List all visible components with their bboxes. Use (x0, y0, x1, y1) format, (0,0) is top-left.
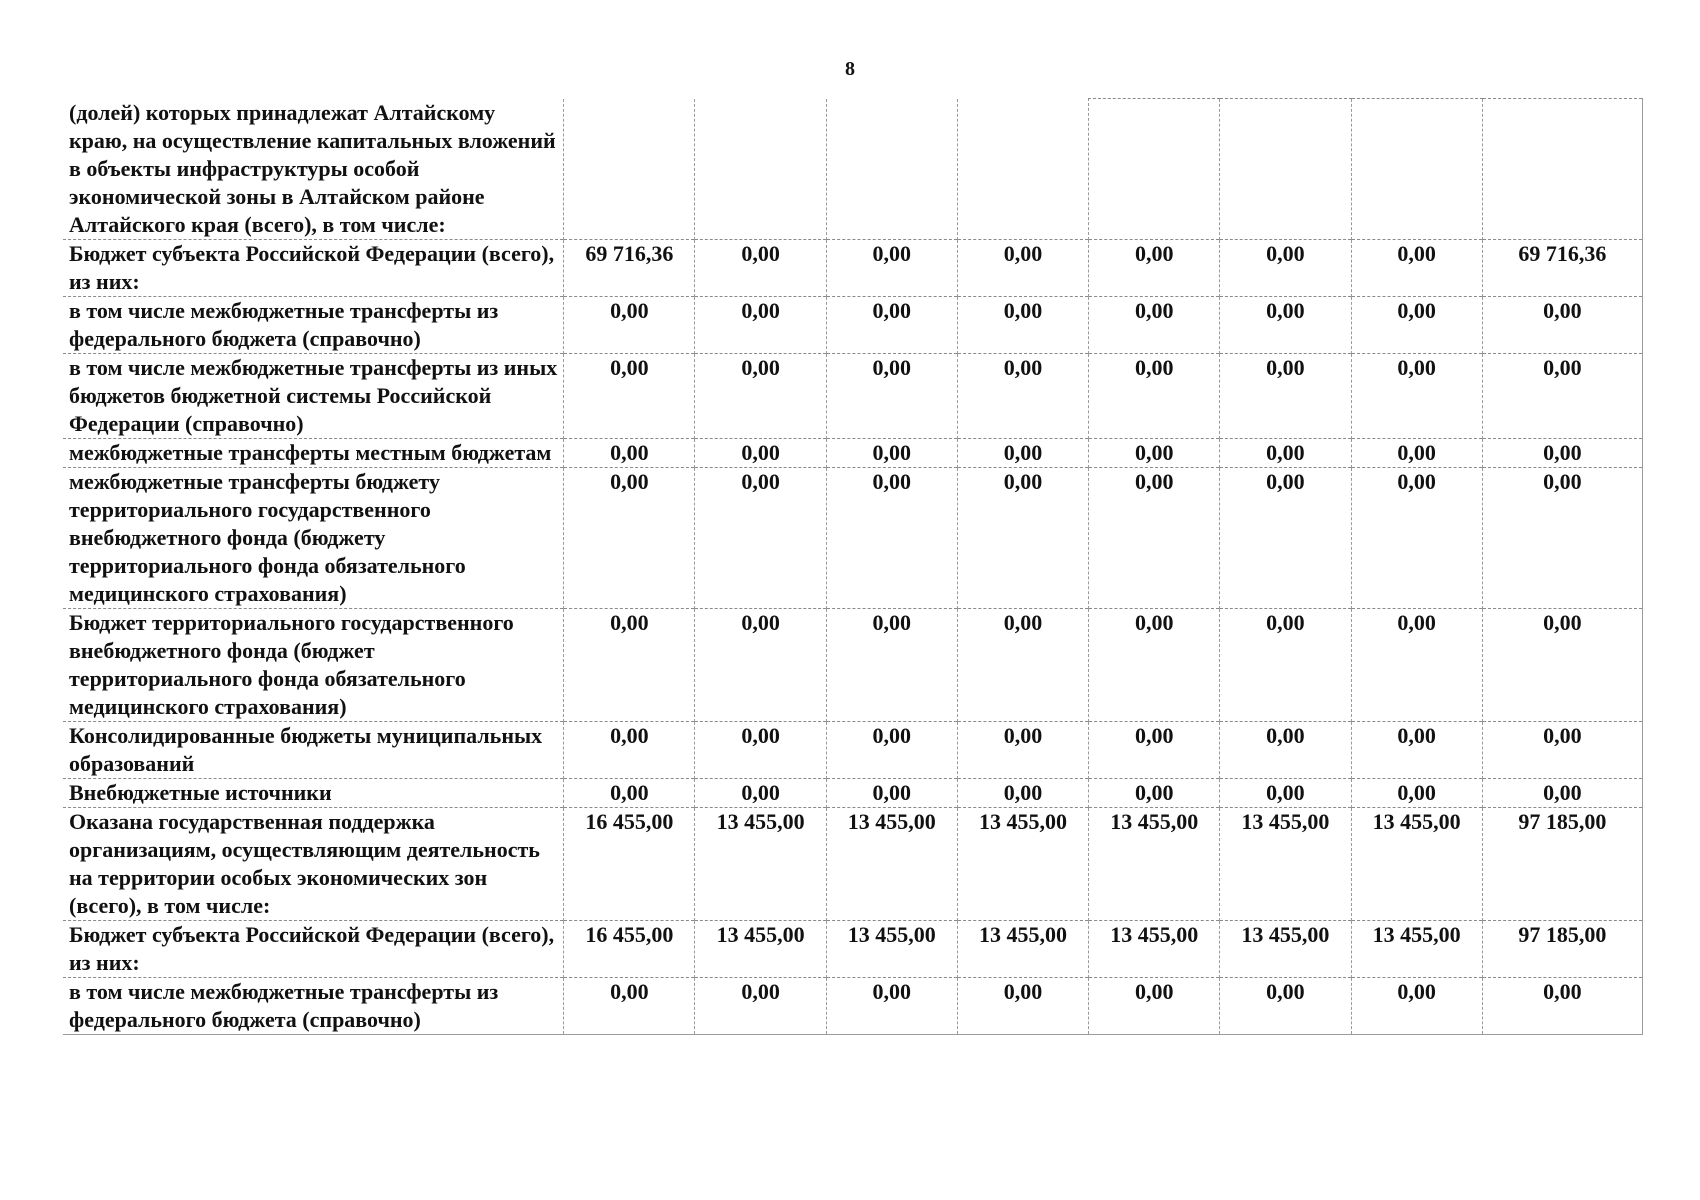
cell-value: 0,00 (826, 977, 957, 1034)
cell-value: 0,00 (957, 721, 1088, 778)
cell-total: 69 716,36 (1482, 239, 1642, 296)
cell-value: 0,00 (826, 296, 957, 353)
cell-total: 0,00 (1482, 353, 1642, 438)
cell-total: 0,00 (1482, 721, 1642, 778)
cell-value: 0,00 (1089, 467, 1220, 608)
row-label: в том числе межбюджетные трансферты из федерального бюджета (справочно) (63, 977, 564, 1034)
budget-table (63, 98, 1643, 1035)
cell-value: 0,00 (564, 467, 695, 608)
cell-value: 0,00 (1220, 778, 1351, 807)
cell-value: 0,00 (564, 353, 695, 438)
cell-value: 0,00 (564, 438, 695, 467)
row-label: Оказана государственная поддержка организациям, осуществляющим деятельность на территории особых экономических зон (всего), в том числе: (63, 807, 564, 920)
cell-value: 0,00 (957, 608, 1088, 721)
cell-value: 0,00 (1089, 977, 1220, 1034)
row-label: Внебюджетные источники (63, 778, 564, 807)
cell-value: 0,00 (1351, 608, 1482, 721)
cell-total: 0,00 (1482, 608, 1642, 721)
cell-value: 0,00 (564, 608, 695, 721)
cell-value: 0,00 (1351, 467, 1482, 608)
cell-value: 13 455,00 (957, 807, 1088, 920)
cell-value: 0,00 (1089, 438, 1220, 467)
cell-value: 0,00 (1220, 467, 1351, 608)
cell-value: 0,00 (1220, 721, 1351, 778)
table-row (63, 977, 1643, 1034)
cell-total: 97 185,00 (1482, 807, 1642, 920)
cell-value: 0,00 (826, 721, 957, 778)
row-label: межбюджетные трансферты бюджету территориального государственного внебюджетного фонда (бюджету территориального фонда обязательного медицинского страхования) (63, 467, 564, 608)
cell-value: 0,00 (826, 239, 957, 296)
cell-value: 0,00 (1220, 977, 1351, 1034)
cell-value: 0,00 (1351, 239, 1482, 296)
page-number: 8 (845, 58, 855, 80)
cell-value: 0,00 (1089, 721, 1220, 778)
cell-value: 0,00 (695, 608, 826, 721)
cell-value: 0,00 (1089, 608, 1220, 721)
cell-total: 0,00 (1482, 977, 1642, 1034)
cell-value: 0,00 (695, 296, 826, 353)
cell-total: 97 185,00 (1482, 920, 1642, 977)
cell-value: 0,00 (1351, 977, 1482, 1034)
cell-value: 0,00 (1220, 608, 1351, 721)
cell-value: 0,00 (826, 778, 957, 807)
row-label: в том числе межбюджетные трансферты из федерального бюджета (справочно) (63, 296, 564, 353)
cell-value (1220, 99, 1351, 240)
cell-value: 0,00 (957, 438, 1088, 467)
cell-value: 0,00 (1220, 239, 1351, 296)
cell-value: 0,00 (1089, 296, 1220, 353)
cell-value (957, 99, 1088, 240)
cell-total: 0,00 (1482, 438, 1642, 467)
cell-value: 0,00 (695, 438, 826, 467)
row-label: Бюджет территориального государственного внебюджетного фонда (бюджет территориального фонда обязательного медицинского страхования) (63, 608, 564, 721)
cell-value: 0,00 (695, 239, 826, 296)
cell-value: 0,00 (1351, 438, 1482, 467)
cell-value: 0,00 (695, 467, 826, 608)
cell-value: 0,00 (826, 353, 957, 438)
cell-value (564, 99, 695, 240)
cell-value: 0,00 (1089, 778, 1220, 807)
cell-value: 0,00 (564, 778, 695, 807)
table-row (63, 239, 1643, 296)
cell-value: 69 716,36 (564, 239, 695, 296)
row-label: Консолидированные бюджеты муниципальных образований (63, 721, 564, 778)
cell-value (695, 99, 826, 240)
cell-value: 0,00 (957, 353, 1088, 438)
cell-value: 0,00 (826, 438, 957, 467)
cell-value: 0,00 (957, 467, 1088, 608)
cell-total (1482, 99, 1642, 240)
cell-value: 0,00 (564, 977, 695, 1034)
table-row (63, 353, 1643, 438)
cell-value: 13 455,00 (1351, 920, 1482, 977)
cell-value (826, 99, 957, 240)
cell-value: 13 455,00 (695, 920, 826, 977)
cell-total: 0,00 (1482, 296, 1642, 353)
table-row (63, 99, 1643, 240)
cell-value: 0,00 (1220, 438, 1351, 467)
cell-value: 0,00 (1351, 778, 1482, 807)
cell-value: 0,00 (1351, 353, 1482, 438)
cell-value: 0,00 (1351, 296, 1482, 353)
table-row (63, 920, 1643, 977)
cell-total: 0,00 (1482, 778, 1642, 807)
row-label: Бюджет субъекта Российской Федерации (всего), из них: (63, 239, 564, 296)
cell-value: 13 455,00 (957, 920, 1088, 977)
row-label: межбюджетные трансферты местным бюджетам (63, 438, 564, 467)
cell-value: 0,00 (1220, 296, 1351, 353)
cell-value: 0,00 (826, 467, 957, 608)
table-row (63, 438, 1643, 467)
cell-value: 16 455,00 (564, 920, 695, 977)
cell-value: 0,00 (1089, 353, 1220, 438)
table-row (63, 296, 1643, 353)
table-row (63, 608, 1643, 721)
cell-value: 13 455,00 (826, 920, 957, 977)
cell-value: 0,00 (1089, 239, 1220, 296)
cell-value (1089, 99, 1220, 240)
cell-value: 0,00 (957, 977, 1088, 1034)
cell-value: 0,00 (695, 353, 826, 438)
table-row (63, 467, 1643, 608)
cell-value: 13 455,00 (1220, 807, 1351, 920)
table-row (63, 807, 1643, 920)
cell-value: 0,00 (695, 721, 826, 778)
table-row (63, 778, 1643, 807)
row-label: (долей) которых принадлежат Алтайскому краю, на осуществление капитальных вложений в объекты инфраструктуры особой экономической зоны в Алтайском районе Алтайского края (всего), в том числе: (69, 99, 556, 237)
row-label: в том числе межбюджетные трансферты из иных бюджетов бюджетной системы Российской Федерации (справочно) (63, 353, 564, 438)
row-label: Бюджет субъекта Российской Федерации (всего), из них: (63, 920, 564, 977)
budget-table-body (63, 99, 1643, 1035)
cell-value: 13 455,00 (1089, 920, 1220, 977)
cell-value: 0,00 (957, 239, 1088, 296)
cell-value (1351, 99, 1482, 240)
cell-value: 0,00 (1220, 353, 1351, 438)
cell-value: 0,00 (564, 296, 695, 353)
cell-value: 0,00 (957, 296, 1088, 353)
cell-value: 13 455,00 (1220, 920, 1351, 977)
cell-value: 0,00 (826, 608, 957, 721)
cell-value: 0,00 (1351, 721, 1482, 778)
cell-value: 13 455,00 (1351, 807, 1482, 920)
cell-value: 0,00 (695, 977, 826, 1034)
cell-value: 0,00 (564, 721, 695, 778)
cell-value: 13 455,00 (1089, 807, 1220, 920)
cell-value: 0,00 (957, 778, 1088, 807)
table-row (63, 721, 1643, 778)
cell-total: 0,00 (1482, 467, 1642, 608)
cell-value: 0,00 (695, 778, 826, 807)
cell-value: 16 455,00 (564, 807, 695, 920)
cell-value: 13 455,00 (695, 807, 826, 920)
cell-value: 13 455,00 (826, 807, 957, 920)
